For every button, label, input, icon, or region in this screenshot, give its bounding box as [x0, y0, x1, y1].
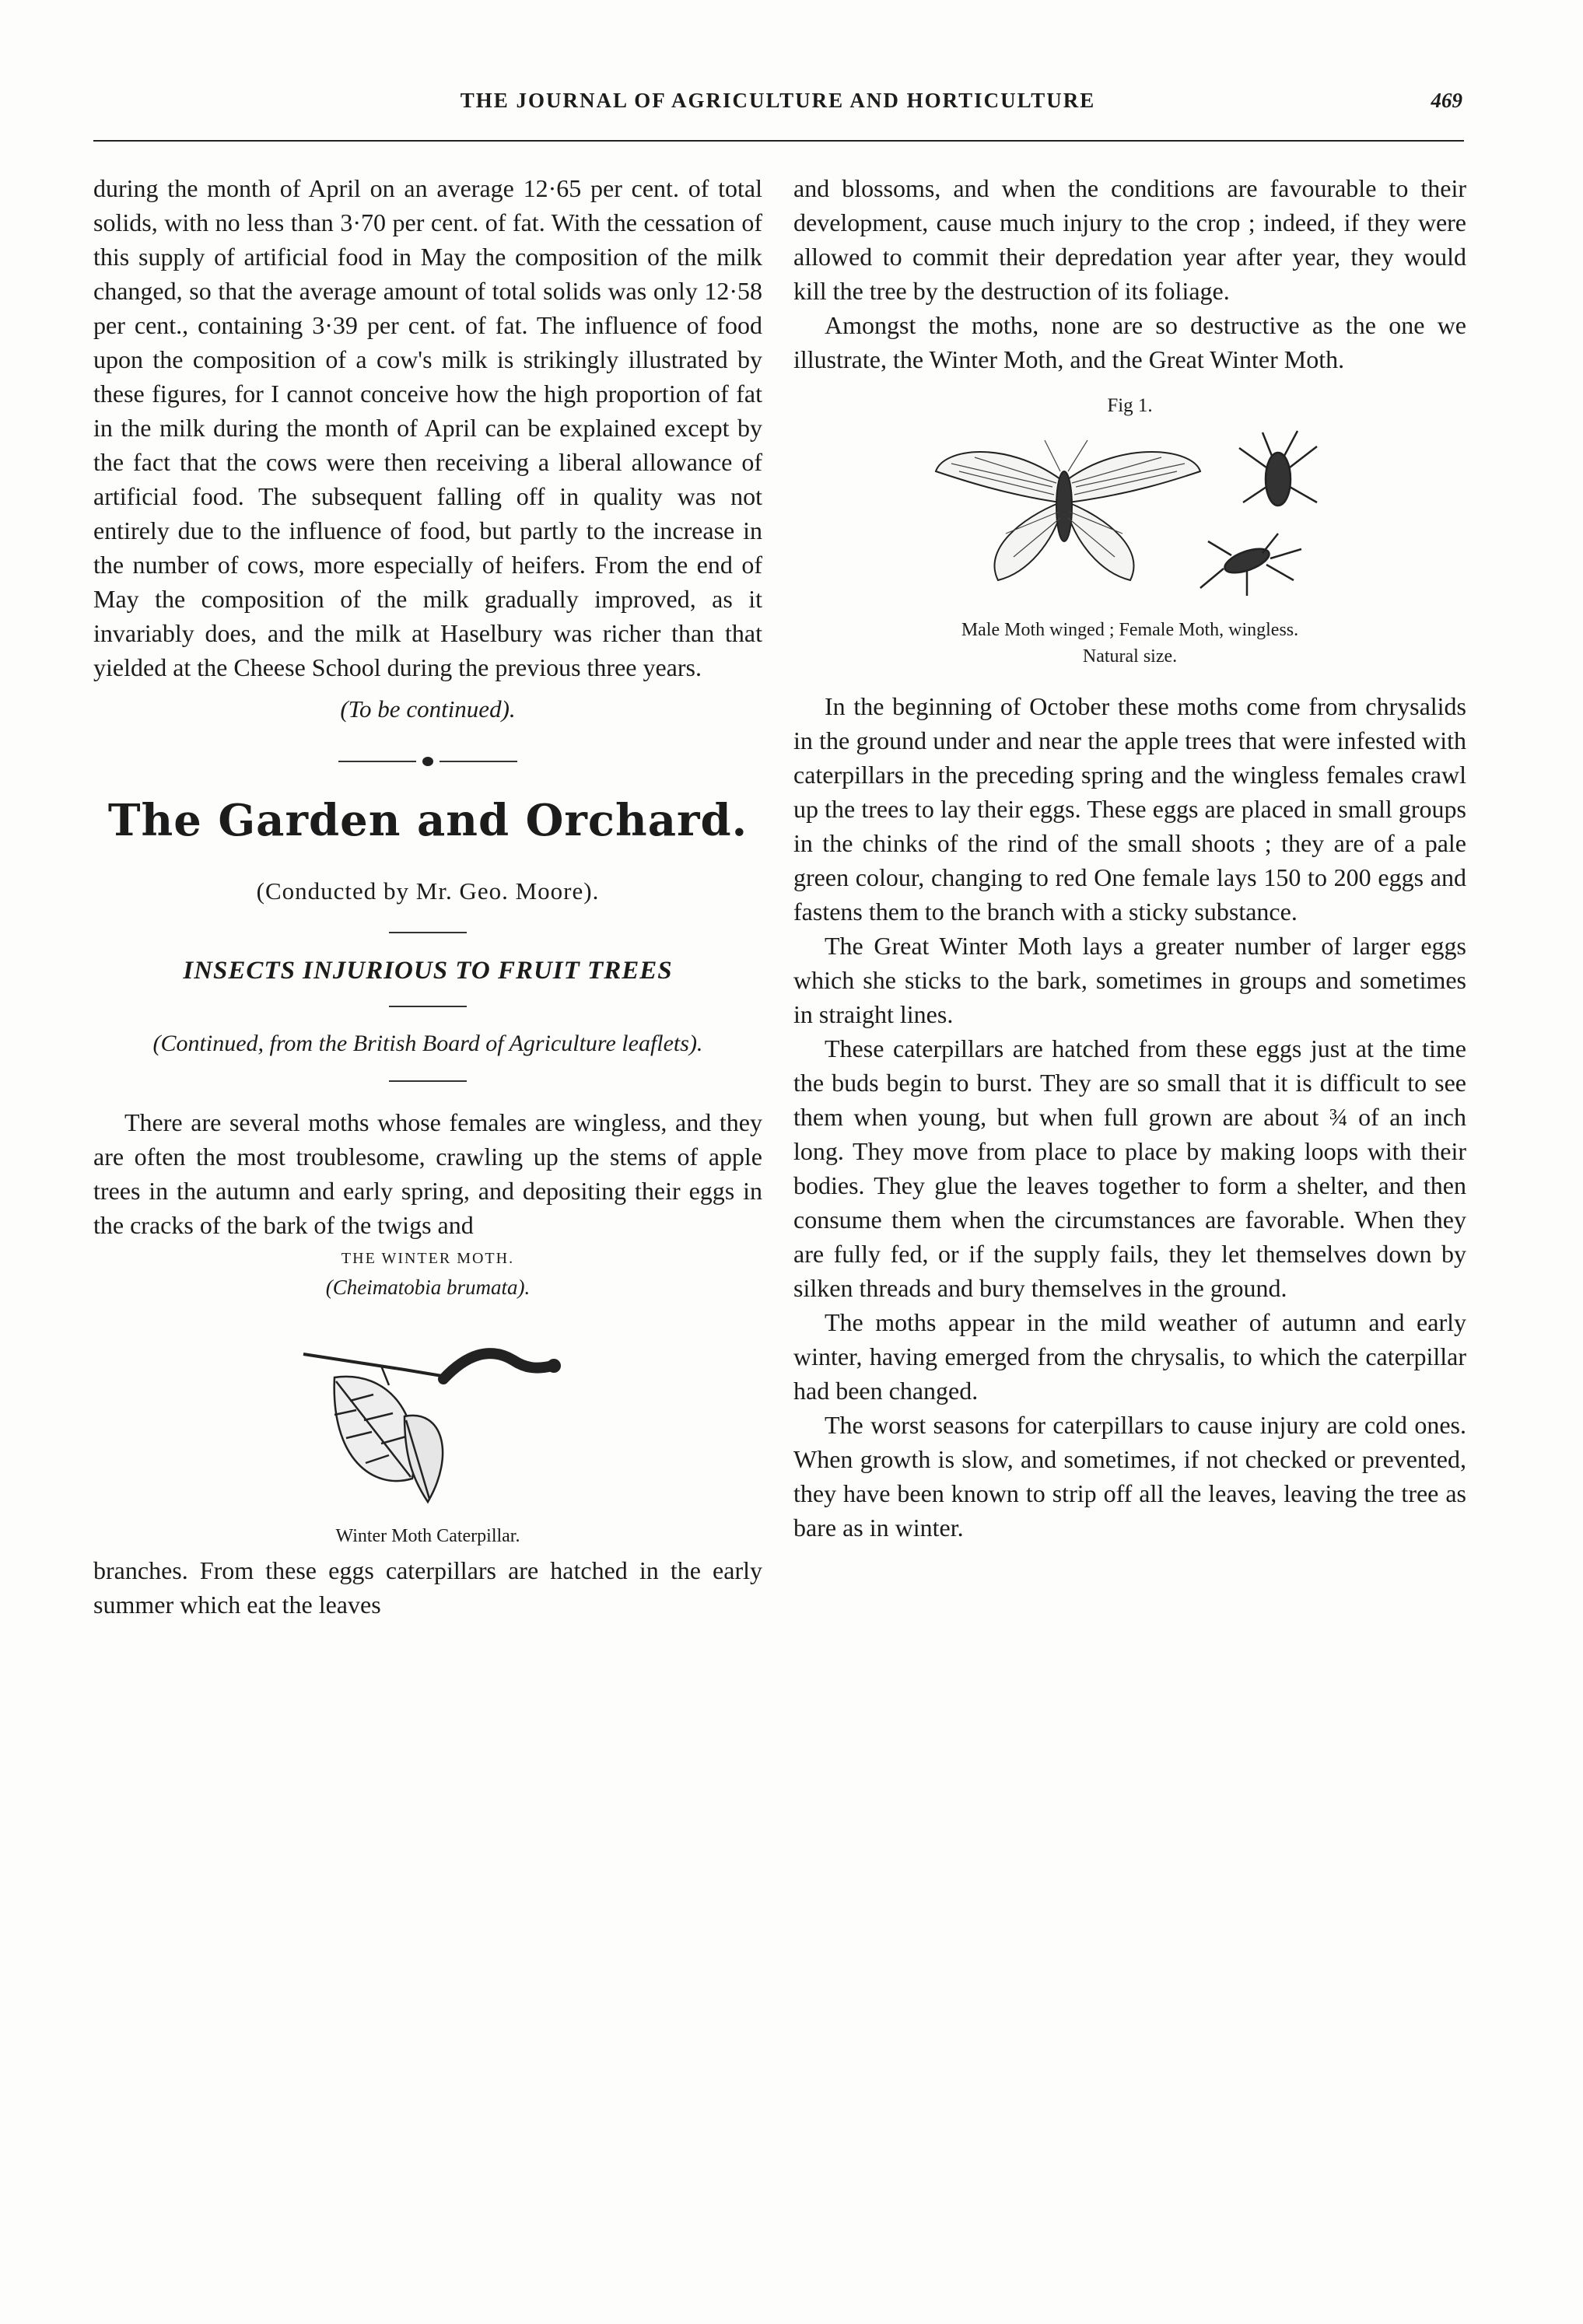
page-number: 469: [1431, 89, 1462, 112]
article-title: INSECTS INJURIOUS TO FRUIT TREES: [183, 957, 673, 985]
article-source: (Continued, from the British Board of Agriculture leaflets).: [152, 1031, 703, 1056]
rule: [389, 932, 467, 933]
figure-number: Fig 1.: [1107, 395, 1153, 416]
paragraph: branches. From these eggs caterpillars are hatched in the early summer which eat the leaves: [93, 1556, 762, 1619]
paragraph: These caterpillars are hatched from these eggs just at the time the buds begin to burst. They are so small that it is difficult to see them when young, but when full grown are about ¾ of an inch long. They move from place to place by making loops with their bodies. They glue the leaves together to form a shelter, and then consume them when the circumstances are favorable. When they are fully fed, or if the supply fails, they let themselves down by silken threads and bury themselves in the ground.: [793, 1034, 1466, 1302]
running-title: THE JOURNAL OF AGRICULTURE AND HORTICULTURE: [460, 89, 1096, 112]
left-column: [93, 171, 762, 1622]
paragraph: The Great Winter Moth lays a greater number of larger eggs which she sticks to the bark, sometimes in groups and sometimes in straight lines.: [793, 932, 1466, 1028]
figure-caption: Winter Moth Caterpillar.: [335, 1526, 520, 1546]
header-rule: [93, 140, 1464, 142]
figure-label: THE WINTER MOTH.: [341, 1250, 515, 1267]
figure-caption: Male Moth winged ; Female Moth, wingless.: [961, 620, 1299, 640]
conducted-by: (Conducted by Mr. Geo. Moore).: [256, 877, 600, 905]
ornamental-rule: [338, 756, 517, 767]
right-column: [793, 171, 1466, 1545]
paragraph: In the beginning of October these moths come from chrysalids in the ground under and near the apple trees that were infested with caterpillars in the preceding spring and the wingless females crawl up the trees to lay their eggs. These eggs are placed in small groups in the chinks of the rind of the small shoots ; they are of a pale green colour, changing to red One female lays 150 to 200 eggs and fastens them to the branch with a sticky substance.: [793, 692, 1466, 926]
page-header: [93, 84, 1462, 131]
to-be-continued: (To be continued).: [340, 695, 516, 723]
figure-caption-size: Natural size.: [1082, 646, 1178, 667]
figure-latin-name: (Cheimatobia brumata).: [325, 1276, 531, 1299]
paragraph: There are several moths whose females are wingless, and they are often the most troublesome, crawling up the stems of apple trees in the autumn and early spring, and depositing their eggs in the cracks of the bark of the twigs and: [93, 1108, 762, 1239]
caterpillar-illustration: [288, 1323, 568, 1517]
paragraph: The worst seasons for caterpillars to cause injury are cold ones. When growth is slow, and sometimes, if not checked or prevented, they have been known to strip off all the leaves, leaving the tree as bare as in winter.: [793, 1411, 1466, 1542]
rule: [389, 1080, 467, 1082]
paragraph: Amongst the moths, none are so destructive as the one we illustrate, the Winter Moth, and the Great Winter Moth.: [793, 311, 1466, 373]
paragraph: and blossoms, and when the conditions are favourable to their development, cause much injury to the crop ; indeed, if they were allowed to commit their depredation year after year, they would kill the tree by the destruction of its foliage.: [793, 174, 1466, 305]
paragraph: The moths appear in the mild weather of autumn and early winter, having emerged from the chrysalis, to which the caterpillar had been changed.: [793, 1308, 1466, 1405]
moths-illustration: [912, 425, 1348, 611]
rule: [389, 1006, 467, 1007]
section-title: The Garden and Orchard.: [107, 795, 748, 846]
paragraph: during the month of April on an average 12·65 per cent. of total solids, with no less than 3·70 per cent. of fat. With the cessation of this supply of artificial food in May the composition of the milk changed, so that the average amount of total solids was only 12·58 per cent., containing 3·39 per cent. of fat. The influence of food upon the composition of a cow's milk is strikingly illustrated by these figures, for I cannot conceive how the high proportion of fat in the milk during the month of April can be explained except by the fact that the cows were then receiving a liberal allowance of artificial food. The subsequent falling off in quality was not entirely due to the influence of food, but partly to the increase in the number of cows, more especially of heifers. From the end of May the composition of the milk gradually improved, as it invariably does, and the milk at Haselbury was richer than that yielded at the Cheese School during the previous three years.: [93, 174, 762, 681]
